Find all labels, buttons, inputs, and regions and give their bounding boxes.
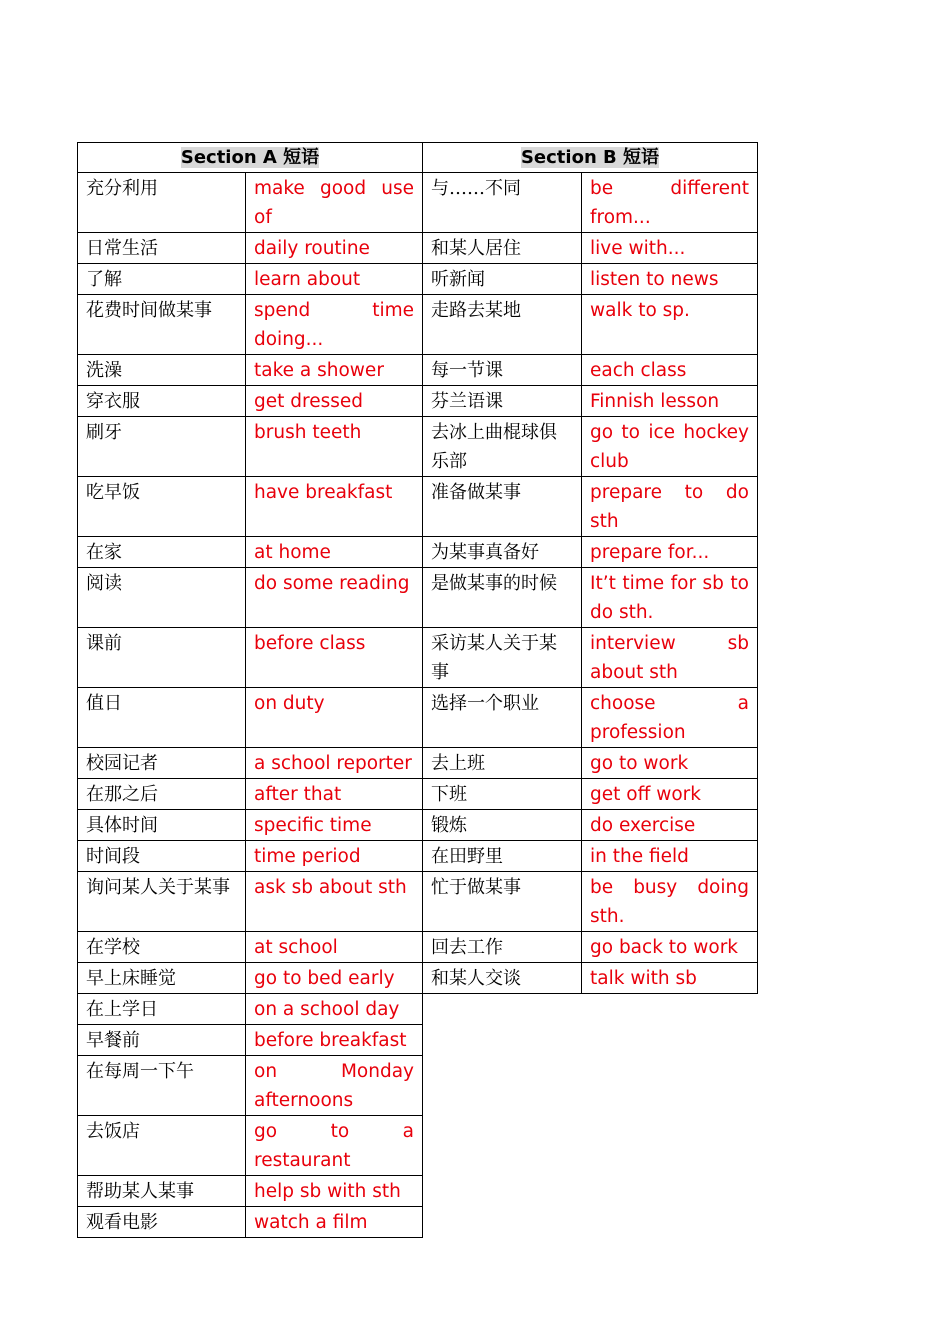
table-row — [78, 688, 758, 748]
section-a-chinese-cell: 课前 — [78, 628, 246, 688]
section-a-chinese-cell: 阅读 — [78, 568, 246, 628]
table-row — [78, 386, 758, 417]
section-a-english-cell: watch a film — [246, 1207, 423, 1238]
section-b-english-cell: be busy doing sth. — [582, 872, 758, 932]
table-row — [78, 295, 758, 355]
section-a-chinese-cell: 时间段 — [78, 841, 246, 872]
section-a-english-cell: on duty — [246, 688, 423, 748]
section-a-english-cell: before class — [246, 628, 423, 688]
section-a-chinese-cell: 日常生活 — [78, 233, 246, 264]
section-b-english-cell: interview sb about sth — [582, 628, 758, 688]
section-b-english-cell: be different from... — [582, 173, 758, 233]
section-a-chinese-cell: 花费时间做某事 — [78, 295, 246, 355]
section-b-chinese-cell: 在田野里 — [423, 841, 582, 872]
section-b-chinese-cell: 锻炼 — [423, 810, 582, 841]
section-b-chinese-cell: 走路去某地 — [423, 295, 582, 355]
section-a-english-cell: do some reading — [246, 568, 423, 628]
section-b-chinese-cell: 回去工作 — [423, 932, 582, 963]
table-row — [78, 417, 758, 477]
empty-area — [423, 994, 758, 1238]
table-row — [78, 932, 758, 963]
table-row — [78, 872, 758, 932]
section-b-english-cell: talk with sb — [582, 963, 758, 994]
section-a-chinese-cell: 早餐前 — [78, 1025, 246, 1056]
section-b-english-cell: choose a profession — [582, 688, 758, 748]
section-a-chinese-cell: 在家 — [78, 537, 246, 568]
section-a-english-cell: after that — [246, 779, 423, 810]
section-b-english-cell: go to work — [582, 748, 758, 779]
section-a-chinese-cell: 在每周一下午 — [78, 1056, 246, 1116]
section-b-english-cell: prepare for... — [582, 537, 758, 568]
section-a-english-cell: specific time — [246, 810, 423, 841]
section-b-chinese-cell: 芬兰语课 — [423, 386, 582, 417]
table-row — [78, 994, 758, 1025]
section-b-english-cell: go to ice hockey club — [582, 417, 758, 477]
table-row — [78, 963, 758, 994]
phrase-table — [77, 142, 758, 1238]
section-a-english-cell: go to bed early — [246, 963, 423, 994]
section-b-english-cell: live with... — [582, 233, 758, 264]
section-a-english-cell: take a shower — [246, 355, 423, 386]
section-a-chinese-cell: 帮助某人某事 — [78, 1176, 246, 1207]
section-a-english-cell: help sb with sth — [246, 1176, 423, 1207]
section-a-chinese-cell: 穿衣服 — [78, 386, 246, 417]
section-b-english-cell: get off work — [582, 779, 758, 810]
section-a-english-cell: on a school day — [246, 994, 423, 1025]
table-row — [78, 841, 758, 872]
table-row — [78, 233, 758, 264]
section-b-chinese-cell: 选择一个职业 — [423, 688, 582, 748]
section-b-english-cell: do exercise — [582, 810, 758, 841]
section-a-chinese-cell: 观看电影 — [78, 1207, 246, 1238]
section-a-english-cell: at school — [246, 932, 423, 963]
section-a-chinese-cell: 值日 — [78, 688, 246, 748]
table-row — [78, 568, 758, 628]
section-a-chinese-cell: 了解 — [78, 264, 246, 295]
section-a-english-cell: brush teeth — [246, 417, 423, 477]
section-a-english-cell: spend time doing... — [246, 295, 423, 355]
section-b-chinese-cell: 准备做某事 — [423, 477, 582, 537]
section-a-chinese-cell: 校园记者 — [78, 748, 246, 779]
section-b-english-cell: walk to sp. — [582, 295, 758, 355]
section-a-chinese-cell: 在上学日 — [78, 994, 246, 1025]
section-b-english-cell: prepare to do sth — [582, 477, 758, 537]
section-b-chinese-cell: 与……不同 — [423, 173, 582, 233]
table-row — [78, 537, 758, 568]
section-a-english-cell: get dressed — [246, 386, 423, 417]
section-a-english-cell: have breakfast — [246, 477, 423, 537]
table-row — [78, 173, 758, 233]
section-a-chinese-cell: 洗澡 — [78, 355, 246, 386]
section-b-header: Section B 短语 — [423, 143, 758, 173]
section-b-english-cell: go back to work — [582, 932, 758, 963]
section-b-chinese-cell: 为某事真备好 — [423, 537, 582, 568]
section-a-chinese-cell: 吃早饭 — [78, 477, 246, 537]
section-b-chinese-cell: 和某人交谈 — [423, 963, 582, 994]
section-a-header: Section A 短语 — [78, 143, 423, 173]
section-b-chinese-cell: 去冰上曲棍球俱乐部 — [423, 417, 582, 477]
section-a-chinese-cell: 在学校 — [78, 932, 246, 963]
section-a-chinese-cell: 充分利用 — [78, 173, 246, 233]
section-a-chinese-cell: 去饭店 — [78, 1116, 246, 1176]
section-a-chinese-cell: 询问某人关于某事 — [78, 872, 246, 932]
section-a-english-cell: go to a restaurant — [246, 1116, 423, 1176]
section-b-chinese-cell: 去上班 — [423, 748, 582, 779]
section-b-chinese-cell: 和某人居住 — [423, 233, 582, 264]
section-a-chinese-cell: 早上床睡觉 — [78, 963, 246, 994]
section-a-chinese-cell: 刷牙 — [78, 417, 246, 477]
table-row — [78, 355, 758, 386]
section-b-english-cell: listen to news — [582, 264, 758, 295]
section-a-english-cell: ask sb about sth — [246, 872, 423, 932]
section-a-english-cell: learn about — [246, 264, 423, 295]
section-a-chinese-cell: 具体时间 — [78, 810, 246, 841]
section-a-english-cell: on Monday afternoons — [246, 1056, 423, 1116]
section-b-chinese-cell: 是做某事的时候 — [423, 568, 582, 628]
header-row — [78, 143, 758, 173]
section-b-english-cell: It’t time for sb to do sth. — [582, 568, 758, 628]
table-row — [78, 264, 758, 295]
table-row — [78, 810, 758, 841]
section-a-english-cell: a school reporter — [246, 748, 423, 779]
table-row — [78, 477, 758, 537]
section-a-chinese-cell: 在那之后 — [78, 779, 246, 810]
section-a-english-cell: before breakfast — [246, 1025, 423, 1056]
section-b-chinese-cell: 忙于做某事 — [423, 872, 582, 932]
section-a-english-cell: time period — [246, 841, 423, 872]
section-b-english-cell: Finnish lesson — [582, 386, 758, 417]
section-b-chinese-cell: 每一节课 — [423, 355, 582, 386]
section-a-english-cell: daily routine — [246, 233, 423, 264]
section-b-chinese-cell: 采访某人关于某事 — [423, 628, 582, 688]
section-b-chinese-cell: 听新闻 — [423, 264, 582, 295]
table-row — [78, 628, 758, 688]
table-row — [78, 748, 758, 779]
section-b-english-cell: each class — [582, 355, 758, 386]
section-a-english-cell: at home — [246, 537, 423, 568]
table-row — [78, 779, 758, 810]
section-b-chinese-cell: 下班 — [423, 779, 582, 810]
section-b-english-cell: in the field — [582, 841, 758, 872]
section-a-english-cell: make good use of — [246, 173, 423, 233]
